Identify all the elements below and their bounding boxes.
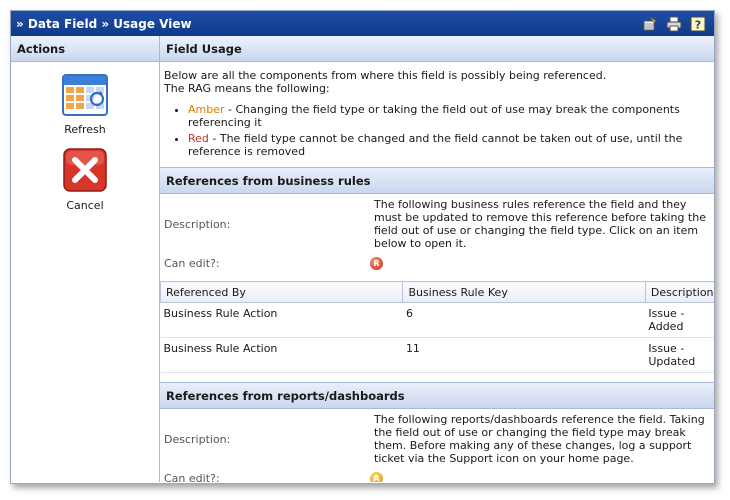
intro-line-1: Below are all the components from where this field is possibly being referenced. — [164, 69, 607, 82]
rag-amber-item — [188, 103, 714, 129]
print-icon[interactable] — [666, 16, 682, 32]
reports-description-row — [160, 409, 714, 465]
amber-text: - Changing the field type or taking the field out of use may break the components referencing it — [188, 103, 680, 129]
actions-header: Actions — [11, 36, 160, 61]
amber-rag-icon: A — [370, 472, 383, 483]
business-rules-can-edit-row — [160, 250, 714, 273]
column-header-row — [11, 36, 714, 62]
business-rules-description-row — [160, 194, 714, 250]
reports-can-edit-label: Can edit?: — [164, 471, 220, 482]
column-referenced-by[interactable]: Referenced By — [161, 282, 403, 303]
business-rules-description-label: Description: — [164, 217, 231, 231]
svg-text:?: ? — [694, 18, 702, 31]
referenced-by-cell[interactable]: Business Rule Action — [161, 338, 403, 373]
refresh-grid-icon[interactable] — [62, 74, 108, 119]
business-rules-description: The following business rules reference the field and they must be updated to remove this reference before taking the field out of use or changing the field type. Click on an item below to open it. — [374, 198, 706, 250]
table-row[interactable] — [161, 303, 715, 338]
refresh-button[interactable] — [11, 74, 159, 136]
column-description[interactable]: Description — [645, 282, 714, 303]
rule-key-cell[interactable]: 6 — [403, 303, 645, 338]
business-rules-section-header: References from business rules — [160, 167, 714, 194]
reports-description-label: Description: — [164, 432, 231, 446]
description-cell[interactable]: Issue - Updated — [645, 338, 714, 373]
intro-line-2: The RAG means the following: — [164, 82, 330, 95]
reports-can-edit-row — [160, 465, 714, 482]
cancel-x-icon[interactable] — [63, 148, 107, 195]
field-usage-header: Field Usage — [160, 36, 714, 61]
table-row[interactable] — [161, 338, 715, 373]
help-icon[interactable] — [690, 16, 706, 32]
intro-text — [160, 62, 714, 95]
actions-sidebar — [11, 62, 160, 482]
red-text: - The field type cannot be changed and the field cannot be taken out of use, until the reference is removed — [188, 132, 683, 158]
amber-label: Amber — [188, 103, 225, 116]
rag-legend — [160, 103, 714, 158]
toolbar — [642, 16, 714, 32]
column-business-rule-key[interactable]: Business Rule Key — [403, 282, 645, 303]
usage-view-window — [10, 10, 715, 484]
refresh-label: Refresh — [64, 123, 106, 136]
referenced-by-cell[interactable]: Business Rule Action — [161, 303, 403, 338]
field-usage-panel — [160, 62, 714, 482]
business-rules-can-edit-label: Can edit?: — [164, 256, 220, 270]
title-bar — [11, 11, 714, 36]
description-cell[interactable]: Issue - Added — [645, 303, 714, 338]
window-title: » Data Field » Usage View — [16, 16, 192, 31]
rule-key-cell[interactable]: 11 — [403, 338, 645, 373]
red-label: Red — [188, 132, 209, 145]
cancel-label: Cancel — [66, 199, 104, 212]
export-icon[interactable] — [642, 16, 658, 32]
cancel-button[interactable] — [11, 148, 159, 212]
business-rules-table — [160, 281, 714, 373]
reports-description: The following reports/dashboards reference the field. Taking the field out of use or changing the field type may break them. Before making any of these changes, log a support ticket via the Support icon on your home page. — [374, 413, 705, 465]
red-rag-icon: R — [370, 257, 383, 270]
reports-section-header: References from reports/dashboards — [160, 382, 714, 409]
rag-red-item — [188, 132, 714, 158]
